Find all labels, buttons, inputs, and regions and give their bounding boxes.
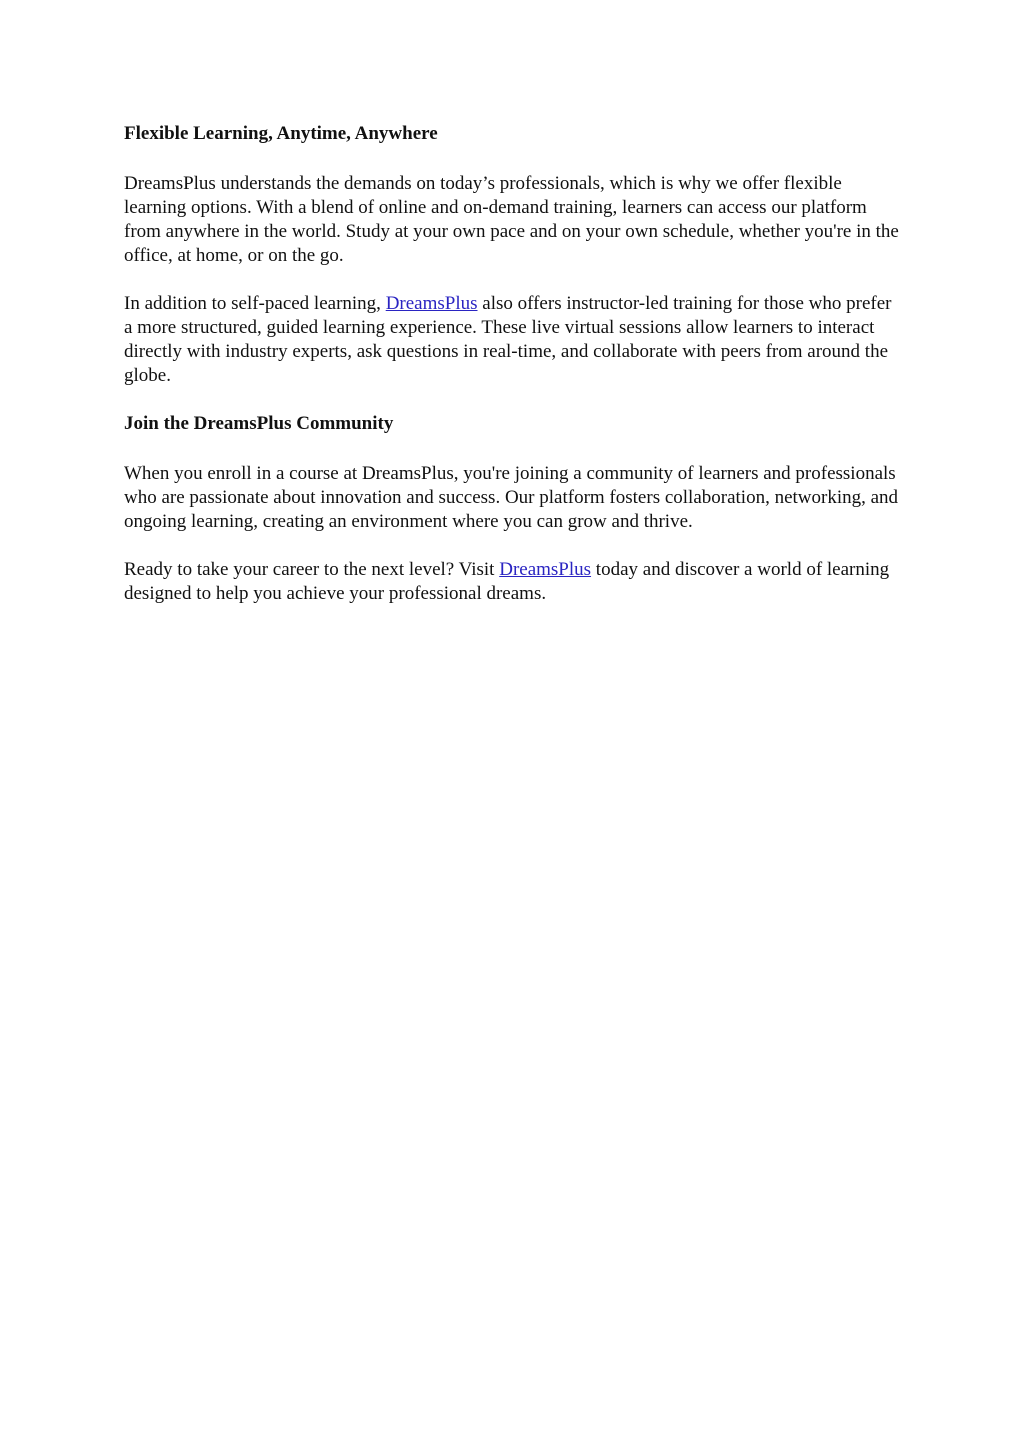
paragraph-call-to-action (124, 558, 899, 606)
section-heading-flexible-learning: Flexible Learning, Anytime, Anywhere (124, 123, 438, 144)
dreamsplus-link[interactable]: DreamsPlus (385, 293, 478, 314)
paragraph-text-after-link: also offers instructor-led training for those who prefer a more structured, guided learning experience. These live virtual sessions allow learners to interact directly with industry experts, ask questions in real-time, and collaborate with peers from around the globe. (124, 293, 892, 386)
paragraph-instructor-led (124, 292, 899, 388)
dreamsplus-link[interactable]: DreamsPlus (499, 559, 592, 580)
paragraph-community-intro: When you enroll in a course at DreamsPlus, you're joining a community of learners and professionals who are passionate about innovation and success. Our platform fosters collaboration, networking, and ongoing learning, creating an environment where you can grow and thrive. (124, 463, 899, 532)
paragraph-text-before-link: Ready to take your career to the next level? Visit (124, 559, 500, 580)
section-heading-community: Join the DreamsPlus Community (124, 413, 394, 434)
paragraph-text-after-link: today and discover a world of learning designed to help you achieve your professional dreams. (124, 559, 890, 604)
paragraph-flexible-intro: DreamsPlus understands the demands on today’s professionals, which is why we offer flexible learning options. With a blend of online and on-demand training, learners can access our platform from anywhere in the world. Study at your own pace and on your own schedule, whether you're in the office, at home, or on the go. (124, 173, 899, 266)
paragraph-text-before-link: In addition to self-paced learning, (124, 293, 386, 314)
document-page (124, 122, 899, 606)
